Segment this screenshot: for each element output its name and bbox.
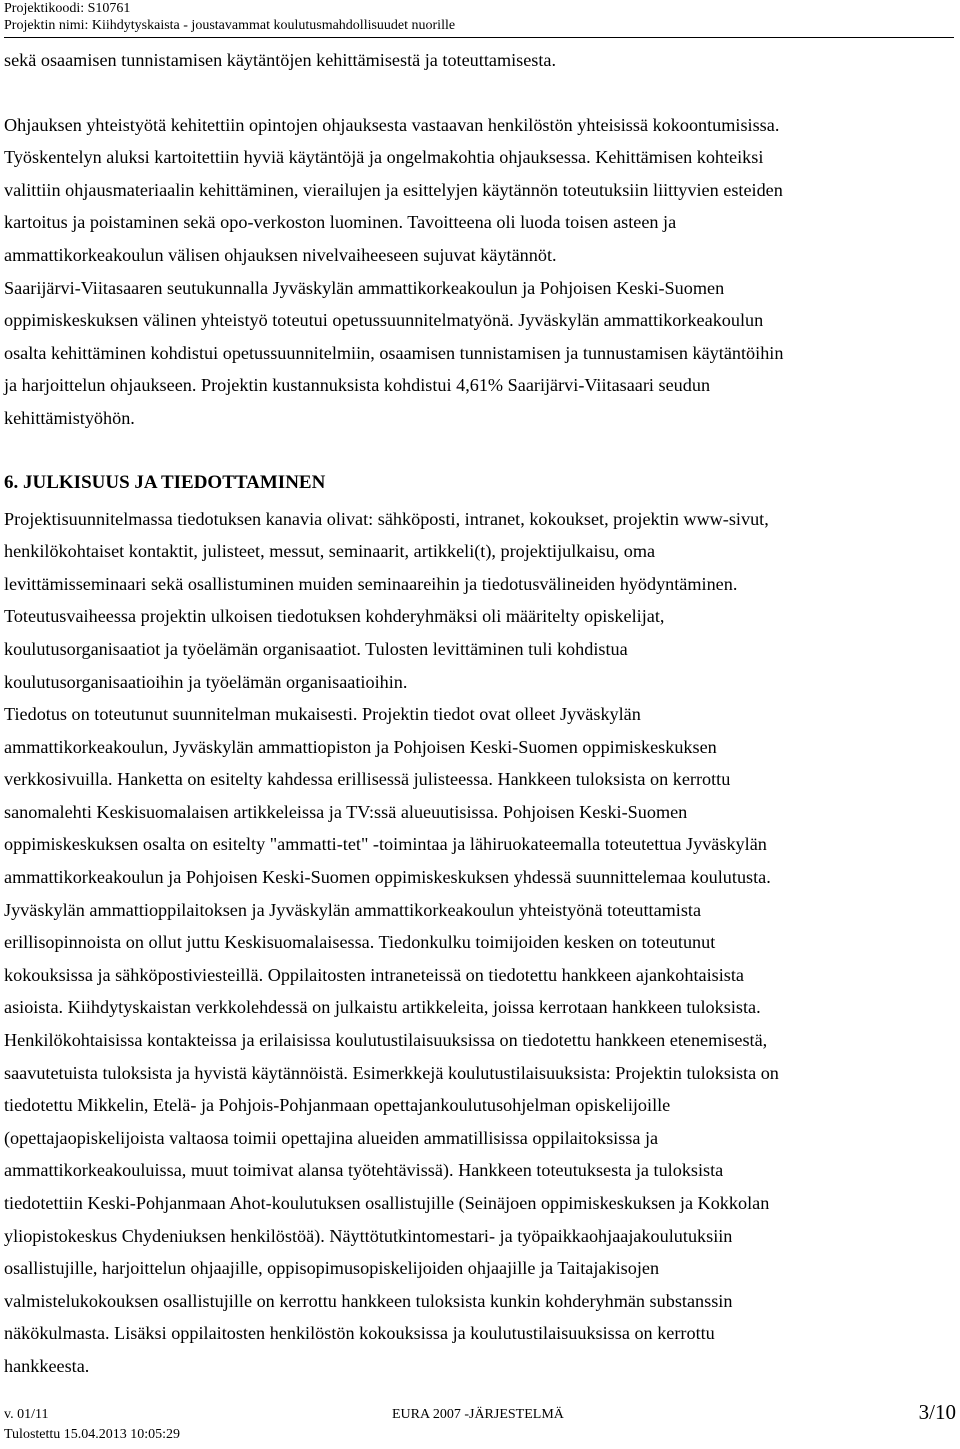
text-line: valittiin ohjausmateriaalin kehittäminen, vierailujen ja esittelyjen käytännön toteutuksiin liittyvien esteiden (4, 179, 783, 200)
text-line: oppimiskeskuksen osalta on esitelty "ammatti-tet" -toimintaa ja lähiruokateemalla toteutettua Jyväskylän (4, 834, 767, 855)
text-line: tiedotettiin Keski-Pohjanmaan Ahot-koulutuksen osallistujille (Seinäjoen oppimiskeskuksen ja Kokkolan (4, 1193, 770, 1213)
text-line: Saarijärvi-Viitasaaren seutukunnalla Jyväskylän ammattikorkeakoulun ja Pohjoisen Keski-Suomen (4, 277, 725, 298)
text-line: yliopistokeskus Chydeniuksen henkilöstöä). Näyttötutkintomestari- ja työpaikkaohjaajakoulutuksiin (4, 1225, 733, 1246)
text-line: koulutusorganisaatioihin ja työelämän organisaatioihin. (4, 671, 408, 692)
text-line: kehittämistyöhön. (4, 407, 135, 428)
project-name: Projektin nimi: Kiihdytyskaista - joustavammat koulutusmahdollisuudet nuorille (4, 18, 456, 33)
text-line: näkökulmasta. Lisäksi oppilaitosten henkilöstön kokouksissa ja koulutustilaisuuksissa on kerrottu (4, 1323, 715, 1344)
spacer (4, 435, 956, 467)
text-line: ammattikorkeakoulun, Jyväskylän ammattiopiston ja Pohjoisen Keski-Suomen oppimiskeskuksen (4, 736, 717, 757)
text-line: (opettajaopiskelijoista valtaosa toimii opettajina alueiden ammatillisissa oppilaitoksissa ja (4, 1127, 659, 1148)
text-line: Ohjauksen yhteistyötä kehitettiin opintojen ohjauksesta vastaavan henkilöstön yhteisissä kokoontumisissa. (4, 114, 780, 135)
text-line: henkilökohtaiset kontaktit, julisteet, messut, seminaarit, artikkeli(t), projektijulkaisu, oma (4, 541, 656, 562)
text-line: osallistujille, harjoittelun ohjaajille, oppisopimusopiskelijoiden ohjaajille ja Taitajakisojen (4, 1258, 660, 1279)
text-line: kokouksissa ja sähköpostiviesteillä. Oppilaitosten intraneteissä on tiedotettu hankkeen ajankohtaisista (4, 964, 744, 985)
text-line: kartoitus ja poistaminen sekä opo-verkoston luominen. Tavoitteena oli luoda toisen asteen ja (4, 212, 677, 233)
project-code: Projektikoodi: S10761 (4, 1, 131, 16)
document-body (4, 44, 956, 1383)
text-line: Tiedotus on toteutunut suunnitelman mukaisesti. Projektin tiedot ovat olleet Jyväskylän (4, 704, 641, 725)
text-line: tiedotettu Mikkelin, Etelä- ja Pohjois-Pohjanmaan opettajankoulutusohjelman opiskelijoille (4, 1095, 671, 1116)
publicity-paragraph (4, 503, 956, 1383)
header-divider (4, 37, 954, 38)
text-line: Työskentelyn aluksi kartoitettiin hyviä käytäntöjä ja ongelmakohtia ohjauksessa. Kehittämisen kohteiksi (4, 147, 764, 168)
text-line: erillisopinnoista on ollut juttu Keskisuomalaisessa. Tiedonkulku toimijoiden kesken on toteutunut (4, 932, 716, 953)
text-line: Henkilökohtaisissa kontakteissa ja erilaisissa koulutustilaisuuksissa on tiedotettu hankkeen etenemisestä, (4, 1030, 768, 1051)
text-line: valmistelukokouksen osallistujille on kerrottu hankkeen tuloksista kunkin kohderyhmän substanssin (4, 1290, 733, 1311)
text-line: ja harjoittelun ohjaukseen. Projektin kustannuksista kohdistui 4,61% Saarijärvi-Viitasaari seudun (4, 375, 711, 396)
page-footer (4, 1400, 956, 1446)
text-line: sekä osaamisen tunnistamisen käytäntöjen kehittämisestä ja toteuttamisesta. (4, 50, 557, 70)
text-line: levittämisseminaari sekä osallistuminen muiden seminaareihin ja tiedotusvälineiden hyödyntäminen. (4, 573, 738, 594)
text-line: sanomalehti Keskisuomalaisen artikkeleissa ja TV:ssä alueuutisissa. Pohjoisen Keski-Suomen (4, 801, 688, 822)
intro-paragraph (4, 44, 956, 77)
text-line: Projektisuunnitelmassa tiedotuksen kanavia olivat: sähköposti, intranet, kokoukset, projektin www-sivut, (4, 508, 769, 529)
text-line: asioista. Kiihdytyskaistan verkkolehdessä on julkaistu artikkeleita, joissa kerrotaan hankkeen tuloksista. (4, 997, 761, 1018)
text-line: ammattikorkeakoulun välisen ohjauksen nivelvaiheeseen sujuvat käytännöt. (4, 244, 557, 265)
text-line: hankkeesta. (4, 1355, 90, 1376)
printed-timestamp: Tulostettu 15.04.2013 10:05:29 (4, 1427, 181, 1442)
text-line: oppimiskeskuksen välinen yhteistyö toteutui opetussuunnitelmatyönä. Jyväskylän ammattikorkeakoulun (4, 310, 764, 331)
text-line: koulutusorganisaatiot ja työelämän organisaatiot. Tulosten levittäminen tuli kohdistua (4, 638, 628, 659)
text-line: Jyväskylän ammattioppilaitoksen ja Jyväskylän ammattikorkeakoulun yhteistyönä toteuttamista (4, 899, 702, 920)
system-label: EURA 2007 -JÄRJESTELMÄ (392, 1407, 564, 1422)
text-line: osalta kehittäminen kohdistui opetussuunnitelmiin, osaamisen tunnistamisen ja tunnustamisen käytäntöihin (4, 342, 784, 363)
text-line: ammattikorkeakoulun ja Pohjoisen Keski-Suomen oppimiskeskuksen yhdessä suunnittelemaa koulutusta. (4, 867, 771, 888)
page-header (4, 0, 956, 38)
cooperation-paragraph (4, 109, 956, 435)
text-line: verkkosivuilla. Hanketta on esitelty kahdessa erillisessä julisteessa. Hankkeen tuloksista on kerrottu (4, 769, 731, 790)
page-number: 3/10 (918, 1400, 956, 1424)
version-label: v. 01/11 (4, 1407, 49, 1422)
text-line: ammattikorkeakouluissa, muut toimivat alansa työtehtävissä). Hankkeen toteutuksesta ja tuloksista (4, 1160, 724, 1181)
section-heading: 6. JULKISUUS JA TIEDOTTAMINEN (4, 471, 326, 493)
spacer (4, 77, 956, 109)
text-line: Toteutusvaiheessa projektin ulkoisen tiedotuksen kohderyhmäksi oli määritelty opiskelijat, (4, 606, 665, 627)
text-line: saavutetuista tuloksista ja hyvistä käytännöistä. Esimerkkejä koulutustilaisuuksista: Projektin tuloksista on (4, 1062, 779, 1083)
